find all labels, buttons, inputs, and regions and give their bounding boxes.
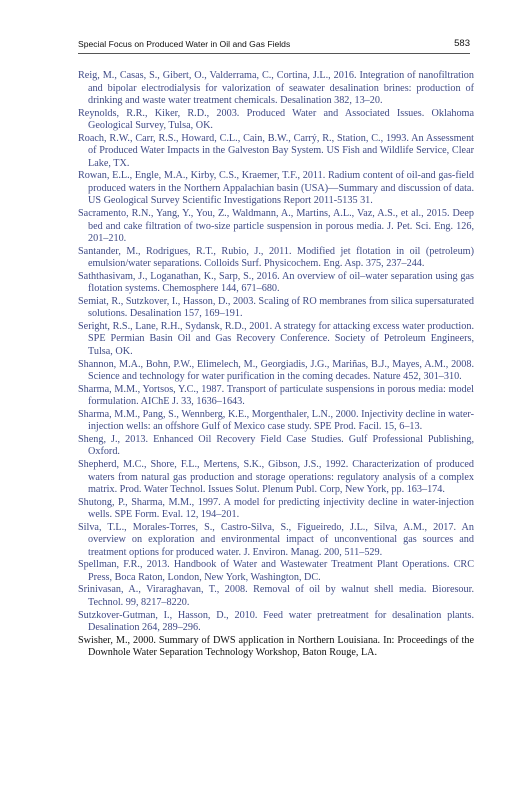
reference-item[interactable]: Sheng, J., 2013. Enhanced Oil Recovery Field Case Studies. Gulf Professional Publishing, Oxford. [78, 433, 474, 458]
reference-item: Swisher, M., 2000. Summary of DWS application in Northern Louisiana. In: Proceedings of the Downhole Water Separation Technology Workshop, Baton Rouge, LA. [78, 634, 474, 659]
reference-item[interactable]: Roach, R.W., Carr, R.S., Howard, C.L., Cain, B.W., Carrý, R., Station, C., 1993. An Assessment of Produced Water Impacts in the Galveston Bay System. US Fish and Wildlife Service, Clear Lake, TX. [78, 132, 474, 169]
reference-item[interactable]: Sutzkover-Gutman, I., Hasson, D., 2010. Feed water pretreatment for desalination plants. Desalination 264, 289–296. [78, 609, 474, 634]
reference-item[interactable]: Santander, M., Rodrigues, R.T., Rubio, J., 2011. Modified jet flotation in oil (petroleum) emulsion/water separations. Colloids Surf. Physicochem. Eng. Asp. 375, 237–244. [78, 245, 474, 270]
reference-item[interactable]: Srinivasan, A., Viraraghavan, T., 2008. Removal of oil by walnut shell media. Bioresour. Technol. 99, 8217–8220. [78, 584, 474, 608]
reference-item[interactable]: Reig, M., Casas, S., Gibert, O., Valderrama, C., Cortina, J.L., 2016. Integration of nanofiltration and bipolar electrodialysis for valorization of seawater desalination brines: production of drinking and waste water treatment chemicals. Desalination 382, 13–20. [78, 70, 474, 107]
reference-item[interactable]: Seright, R.S., Lane, R.H., Sydansk, R.D., 2001. A strategy for attacking excess water production. SPE Permian Basin Oil and Gas Recovery Conference. Society of Petroleum Engineers, Tulsa, OK. [78, 320, 474, 358]
reference-item[interactable]: Shutong, P., Sharma, M.M., 1997. A model for predicting injectivity decline in water-injection wells. SPE Form. Eval. 12, 194–201. [78, 496, 474, 521]
reference-item[interactable]: Reynolds, R.R., Kiker, R.D., 2003. Produced Water and Associated Issues. Oklahoma Geological Survey, Tulsa, OK. [78, 107, 474, 132]
page-number: 583 [454, 38, 470, 49]
reference-item[interactable]: Spellman, F.R., 2013. Handbook of Water and Wastewater Treatment Plant Operations. CRC Press, Boca Raton, London, New York, Washington, DC. [78, 559, 474, 583]
reference-item[interactable]: Shannon, M.A., Bohn, P.W., Elimelech, M., Georgiadis, J.G., Mariñas, B.J., Mayes, A.M., 2008. Science and technology for water purification in the coming decades. Nature 452, 301–310. [78, 358, 474, 383]
reference-item[interactable]: Saththasivam, J., Loganathan, K., Sarp, S., 2016. An overview of oil–water separation using gas flotation systems. Chemosphere 144, 671–680. [78, 270, 474, 295]
running-title: Special Focus on Produced Water in Oil and Gas Fields [78, 39, 291, 49]
reference-item[interactable]: Semiat, R., Sutzkover, I., Hasson, D., 2003. Scaling of RO membranes from silica supersaturated solutions. Desalination 157, 169–191. [78, 295, 474, 320]
reference-item[interactable]: Shepherd, M.C., Shore, F.L., Mertens, S.K., Gibson, J.S., 1992. Characterization of produced waters from natural gas production and storage operations: regulatory analysis of a complex matrix. Prod. Water Technol. Issues Solut. Plenum Publ. Corp, New York, pp. 163–174. [78, 458, 474, 496]
reference-item[interactable]: Sharma, M.M., Pang, S., Wennberg, K.E., Morgenthaler, L.N., 2000. Injectivity decline in water-injection wells: an offshore Gulf of Mexico case study. SPE Prod. Facil. 15, 6–13. [78, 408, 474, 433]
reference-item[interactable]: Sharma, M.M., Yortsos, Y.C., 1987. Transport of particulate suspensions in porous media: model formulation. AIChE J. 33, 1636–1643. [78, 383, 474, 408]
page-header [78, 39, 470, 54]
reference-item[interactable]: Sacramento, R.N., Yang, Y., You, Z., Waldmann, A., Martins, A.L., Vaz, A.S., et al., 2015. Deep bed and cake filtration of two-size particle suspension in porous media. J. Pet. Sci. Eng. 126, 201–210. [78, 208, 474, 245]
reference-item[interactable]: Rowan, E.L., Engle, M.A., Kirby, C.S., Kraemer, T.F., 2011. Radium content of oil-and gas-field produced waters in the Northern Appalachian basin (USA)—Summary and discussion of data. US Geological Survey Scientific Investigations Report 2011-5135 31. [78, 170, 474, 207]
reference-list [78, 70, 474, 660]
reference-item[interactable]: Silva, T.L., Morales-Torres, S., Castro-Silva, S., Figueiredo, J.L., Silva, A.M., 2017. An overview on exploration and environmental impact of unconventional gas sources and treatment options for produced water. J. Environ. Manag. 200, 511–529. [78, 521, 474, 558]
